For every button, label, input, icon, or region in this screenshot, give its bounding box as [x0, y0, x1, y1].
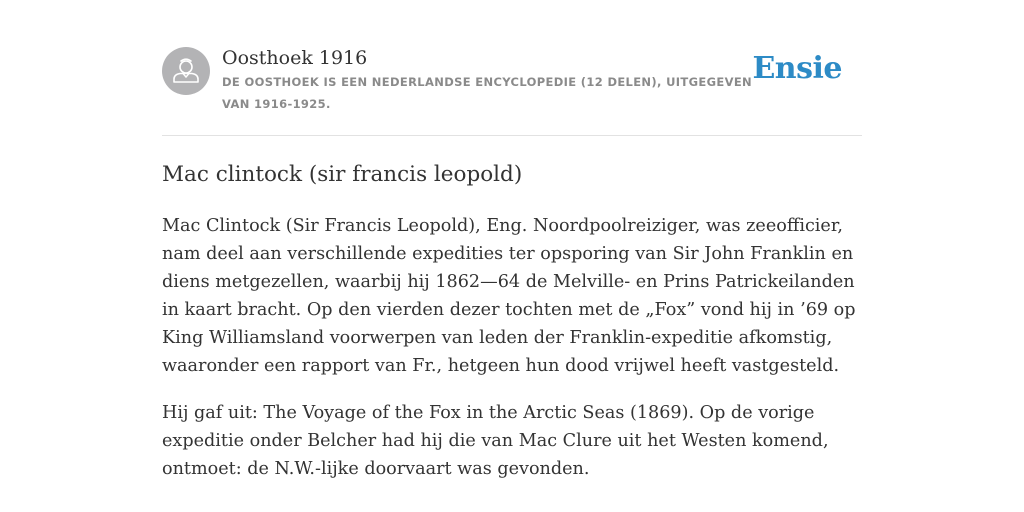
- source-name[interactable]: Oosthoek 1916: [222, 47, 368, 69]
- avatar[interactable]: [162, 47, 210, 95]
- entry-container: [162, 44, 862, 483]
- user-icon: [162, 47, 210, 95]
- source-header: [162, 44, 862, 136]
- article-title: Mac clintock (sir francis leopold): [162, 162, 523, 187]
- brand-logo[interactable]: Ensie: [752, 51, 842, 86]
- source-info: [222, 46, 762, 115]
- source-description: DE OOSTHOEK IS EEN NEDERLANDSE ENCYCLOPEDIE (12 DELEN), UITGEGEVEN VAN 1916-1925.: [222, 75, 753, 111]
- article-paragraph-1: Mac Clintock (Sir Francis Leopold), Eng. Noordpoolreiziger, was zeeofficier, nam deel aan verschillende expedities ter opsporing van Sir John Franklin en diens metgezellen, waarbij hij 1862—64 de Melville- en Prins Patrickeilanden in kaart bracht. Op den vierden dezer tochten met de „Fox” vond hij in ’69 op King Williamsland voorwerpen van leden der Franklin-expeditie afkomstig, waaronder een rapport van Fr., hetgeen hun dood vrijwel heeft vastgesteld.: [162, 216, 856, 376]
- article-paragraph-2: Hij gaf uit: The Voyage of the Fox in the Arctic Seas (1869). Op de vorige expeditie onder Belcher had hij die van Mac Clure uit het Westen komend, ontmoet: de N.W.-lijke doorvaart was gevonden.: [162, 403, 829, 479]
